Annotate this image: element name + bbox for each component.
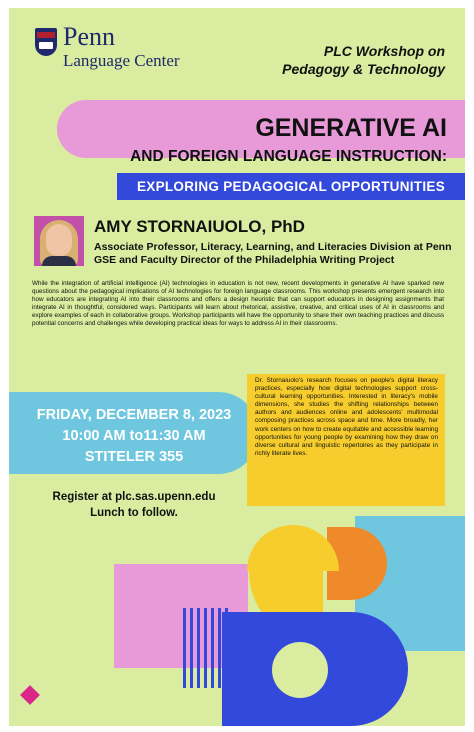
decor-blue-stripes (183, 608, 231, 688)
event-date: FRIDAY, DECEMBER 8, 2023 (36, 407, 232, 423)
lunch-note: Lunch to follow. (90, 507, 178, 519)
decor-blue-ring (222, 612, 408, 726)
sub-title: AND FOREIGN LANGUAGE INSTRUCTION: (130, 148, 447, 165)
series-line-1: PLC Workshop on (323, 43, 445, 59)
event-time: 10:00 AM to11:30 AM (62, 428, 206, 444)
speaker-photo (34, 216, 84, 266)
speaker-bio: Dr. Stornaiuolo's research focuses on people's digital literacy practices, especially how digital technologies support cross-cultural learning opportunities. Interested in literacy's mobile dimensions, she studies the shifting relationships between authors and audiences online and adolescents' multimodal composing practices across space and time. More broadly, her work centers on how to create equitable and accessible learning opportunities for young people by examining how they draw on diverse cultural and linguistic repertoires as they participate in richly literate lives. (255, 377, 438, 457)
poster (9, 8, 465, 726)
banner-title: EXPLORING PEDAGOGICAL OPPORTUNITIES (136, 179, 446, 194)
main-title: GENERATIVE AI (255, 114, 447, 142)
workshop-description: While the integration of artificial intelligence (AI) technologies in education is not new, recent developments in generative AI have sparked new questions about the pedagogical implications of AI technologies for foreign language classrooms. This workshop presents emergent research into how educators are integrating AI into their classrooms and offers a design heuristic that can support educators in designing assignments that integrate AI in thoughtful, considered ways. Participants will learn about rhetorical, assistive, creative, and critical uses of AI in classrooms and explore examples of each in collaborative groups. Workshop participants will have the opportunity to share their own teaching practices and discuss potential concerns and challenges while developing practical ideas for ways to address AI in their classrooms. (32, 280, 444, 328)
decor-magenta-diamond (20, 685, 40, 705)
registration-link[interactable]: Register at plc.sas.upenn.edu (52, 491, 216, 503)
decor-yellow-half-circle (247, 525, 339, 571)
speaker-name: AMY STORNAIUOLO, PhD (94, 217, 305, 236)
org-name: Penn (63, 22, 115, 51)
series-line-2: Pedagogy & Technology (282, 61, 445, 77)
org-subname: Language Center (63, 51, 180, 70)
speaker-role: Associate Professor, Literacy, Learning, and Literacies Division at Penn GSE and Faculty Director of the Philadelphia Writing Project (94, 241, 452, 266)
event-location: STITELER 355 (84, 449, 184, 465)
workshop-series (282, 42, 445, 78)
penn-shield-icon (35, 28, 57, 56)
